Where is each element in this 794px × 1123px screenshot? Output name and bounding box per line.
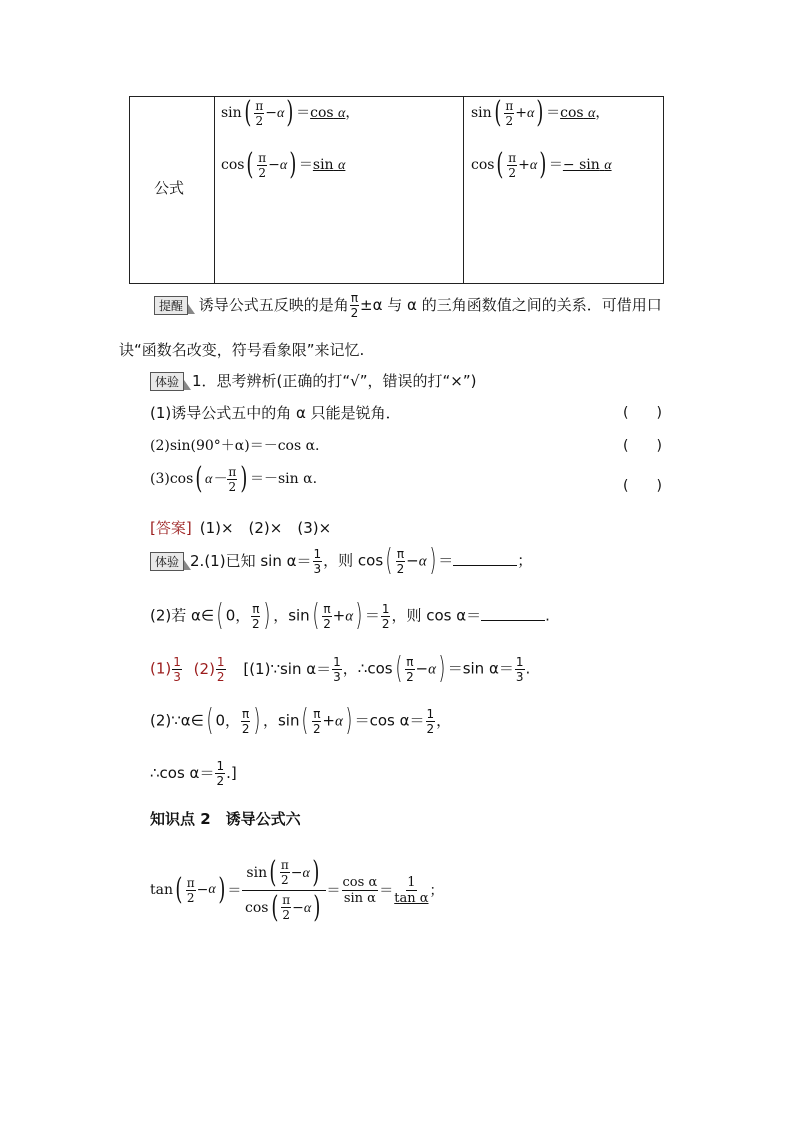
table-divider: [463, 97, 464, 283]
exp2-q1: 体验 2.(1)已知 sin α＝ $\frac{1}{3}$ ，则 cos( $\frac{\pi}{2}$ −α) ＝ ；: [150, 546, 532, 576]
big-fraction: sin( $\frac{\pi}{2}$ −α) cos( $\frac{\pi}{2}$ −α): [242, 858, 325, 923]
exp1-heading: 体验 1．思考辨析(正确的打“√”，错误的打“×”): [150, 370, 476, 391]
answer-blank[interactable]: [481, 606, 545, 621]
exp1-item1-bracket: ( ): [623, 405, 662, 421]
exp2-answer-line: (1) $\frac{1}{3}$ (2) $\frac{1}{2}$ [(1)∵sin α＝ $\frac{1}{3}$ ，∴cos( $\frac{\pi}{2}$ −α) ＝sin α＝ $\frac{1}{3}$ .: [150, 651, 531, 686]
formula-sin-pi2-minus: sin( $\frac{\pi}{2}$ −α) ＝cos α，: [221, 95, 360, 130]
formula-cos-pi2-minus: cos( $\frac{\pi}{2}$ −α) ＝sin α: [221, 147, 346, 182]
exp1-item2-bracket: ( ): [623, 438, 662, 454]
exp2-solution2: (2)∵α∈( 0， $\frac{\pi}{2}$ ) ，sin( $\frac{\pi}{2}$ +α) ＝cos α＝ $\frac{1}{2}$ ，: [150, 703, 452, 738]
exp2-solution3: ∴cos α＝ $\frac{1}{2}$ .]: [150, 759, 237, 788]
exp1-tag: 体验: [150, 372, 184, 391]
section-title: 知识点 2 诱导公式六: [150, 810, 301, 828]
exp1-item1: (1)诱导公式五中的角 α 只能是锐角．: [150, 404, 401, 422]
exp1-item3: (3)cos( α－ $\frac{\pi}{2}$ ) ＝－sin α.: [150, 461, 318, 496]
formula-cos-pi2-plus: cos( $\frac{\pi}{2}$ +α) ＝− sin α: [471, 147, 612, 182]
formula-sin-pi2-plus: sin( $\frac{\pi}{2}$ +α) ＝cos α，: [471, 95, 610, 130]
formula-tan-pi2-minus: tan ( $\frac{\pi}{2}$ − α ) ＝ sin( $\frac{\pi}{2}$ −α) cos( $\frac{\pi}{2}$ −α) ＝ $\frac{\text{cos α}}{\text{sin α}}$ ＝ $\frac{1}{\text{tan α}}$ ；: [150, 854, 444, 925]
table-row-label: 公式: [154, 179, 185, 197]
exp1-answer: [答案] (1)× (2)× (3)×: [150, 519, 332, 537]
answer-label: [答案]: [150, 519, 192, 537]
tip-line1: 提醒 诱导公式五反映的是角 $\frac{\pi}{2}$ ±α 与 α 的三角函数值之间的关系．可借用口: [154, 292, 662, 319]
answer-blank[interactable]: [453, 551, 517, 566]
tip-tag: 提醒: [154, 296, 188, 315]
exp2-tag: 体验: [150, 552, 184, 571]
exp1-item2: (2)sin(90°＋α)＝－cos α.: [150, 438, 320, 454]
exp2-q2: (2)若 α∈( 0， $\frac{\pi}{2}$ ) ，sin( $\frac{\pi}{2}$ +α) ＝ $\frac{1}{2}$ ，则 cos α＝ .: [150, 598, 550, 633]
tip-line2: 诀“函数名改变，符号看象限”来记忆.: [119, 341, 365, 359]
exp1-item3-bracket: ( ): [623, 478, 662, 494]
table-divider: [214, 97, 215, 283]
